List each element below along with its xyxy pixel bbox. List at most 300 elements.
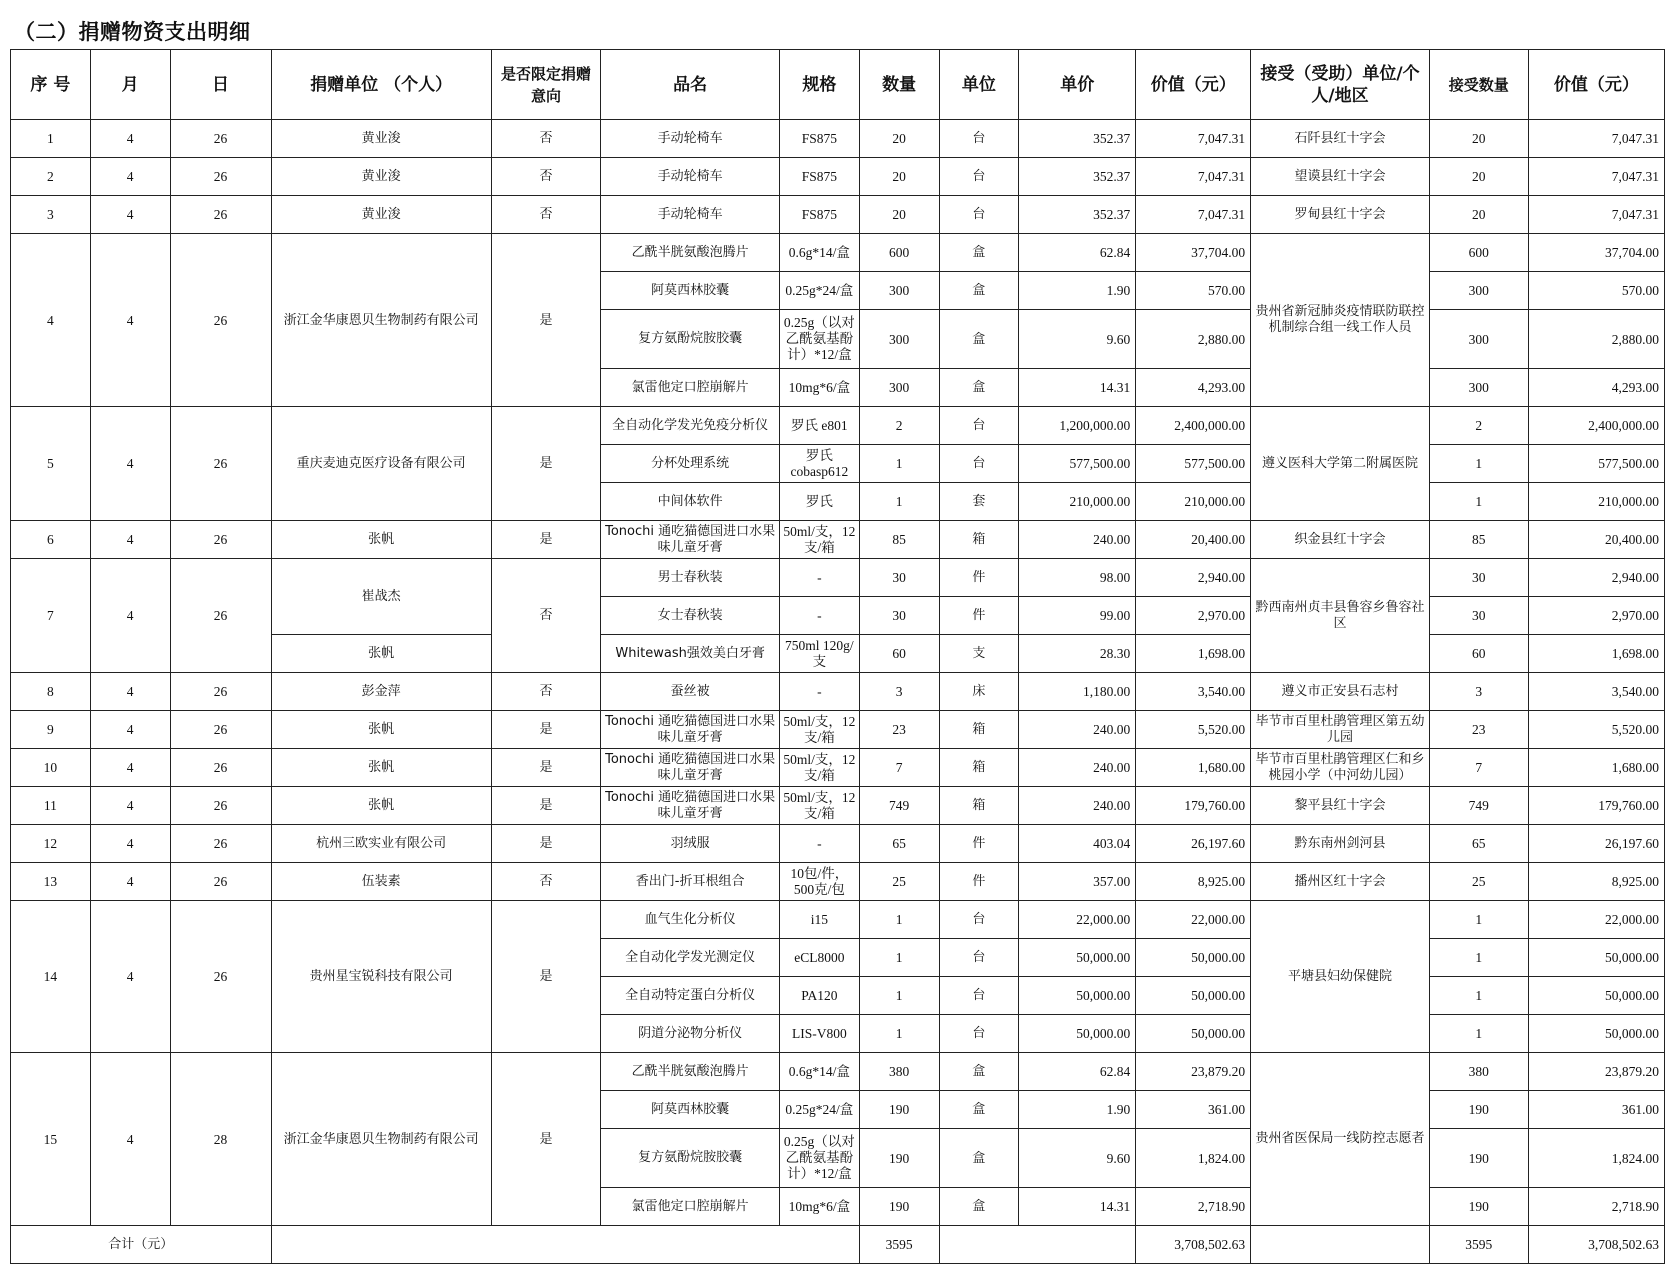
total-received-qty: 3595 [1429, 1226, 1528, 1264]
received-qty-cell: 300 [1429, 272, 1528, 310]
header-unit: 单位 [939, 50, 1019, 120]
item-name-cell: 羽绒服 [601, 825, 780, 863]
month-cell: 4 [90, 158, 170, 196]
recipient-cell: 黔东南州剑河县 [1251, 825, 1430, 863]
total-qty: 3595 [859, 1226, 939, 1264]
spec-cell: FS875 [779, 196, 859, 234]
month-cell: 4 [90, 1053, 170, 1226]
recipient-cell: 黎平县红十字会 [1251, 787, 1430, 825]
qty-cell: 380 [859, 1053, 939, 1091]
item-name-cell: 阴道分泌物分析仪 [601, 1015, 780, 1053]
day-cell: 26 [170, 711, 271, 749]
restricted-cell: 是 [491, 787, 601, 825]
day-cell: 26 [170, 559, 271, 673]
price-cell: 352.37 [1019, 196, 1136, 234]
item-name-cell: 血气生化分析仪 [601, 901, 780, 939]
qty-cell: 25 [859, 863, 939, 901]
received-qty-cell: 1 [1429, 445, 1528, 483]
unit-cell: 箱 [939, 749, 1019, 787]
donor-cell: 崔战杰 [271, 559, 491, 635]
table-row [11, 901, 1665, 939]
spec-cell: eCL8000 [779, 939, 859, 977]
restricted-cell: 是 [491, 234, 601, 407]
item-name-cell: Tonochi 通吃猫德国进口水果味儿童牙膏 [601, 711, 780, 749]
table-row [11, 120, 1665, 158]
price-cell: 240.00 [1019, 749, 1136, 787]
recipient-cell: 平塘县妇幼保健院 [1251, 901, 1430, 1053]
qty-cell: 30 [859, 559, 939, 597]
qty-cell: 60 [859, 635, 939, 673]
value-cell: 2,400,000.00 [1136, 407, 1251, 445]
received-qty-cell: 30 [1429, 559, 1528, 597]
seq-cell: 14 [11, 901, 91, 1053]
unit-cell: 盒 [939, 272, 1019, 310]
qty-cell: 7 [859, 749, 939, 787]
restricted-cell: 是 [491, 901, 601, 1053]
item-name-cell: 乙酰半胱氨酸泡腾片 [601, 234, 780, 272]
qty-cell: 300 [859, 310, 939, 369]
item-name-cell: 全自动化学发光免疫分析仪 [601, 407, 780, 445]
received-value-cell: 50,000.00 [1528, 977, 1664, 1015]
spec-cell: 0.25g（以对乙酰氨基酚计）*12/盒 [779, 310, 859, 369]
day-cell: 28 [170, 1053, 271, 1226]
item-name-cell: 手动轮椅车 [601, 120, 780, 158]
restricted-cell: 否 [491, 196, 601, 234]
donor-cell: 黄业浚 [271, 120, 491, 158]
received-value-cell: 20,400.00 [1528, 521, 1664, 559]
received-qty-cell: 85 [1429, 521, 1528, 559]
received-qty-cell: 380 [1429, 1053, 1528, 1091]
price-cell: 352.37 [1019, 120, 1136, 158]
qty-cell: 1 [859, 977, 939, 1015]
price-cell: 9.60 [1019, 1129, 1136, 1188]
restricted-cell: 否 [491, 158, 601, 196]
month-cell: 4 [90, 120, 170, 158]
spec-cell: i15 [779, 901, 859, 939]
spec-cell: 0.6g*14/盒 [779, 234, 859, 272]
month-cell: 4 [90, 521, 170, 559]
value-cell: 50,000.00 [1136, 1015, 1251, 1053]
received-qty-cell: 60 [1429, 635, 1528, 673]
item-name-cell: 阿莫西林胶囊 [601, 1091, 780, 1129]
received-qty-cell: 20 [1429, 196, 1528, 234]
item-name-cell: 氯雷他定口腔崩解片 [601, 369, 780, 407]
value-cell: 50,000.00 [1136, 977, 1251, 1015]
qty-cell: 85 [859, 521, 939, 559]
table-row [11, 234, 1665, 272]
item-name-cell: 男士春秋装 [601, 559, 780, 597]
header-donor: 捐赠单位 （个人） [271, 50, 491, 120]
price-cell: 352.37 [1019, 158, 1136, 196]
received-value-cell: 37,704.00 [1528, 234, 1664, 272]
day-cell: 26 [170, 863, 271, 901]
month-cell: 4 [90, 825, 170, 863]
received-qty-cell: 749 [1429, 787, 1528, 825]
restricted-cell: 是 [491, 1053, 601, 1226]
seq-cell: 8 [11, 673, 91, 711]
value-cell: 4,293.00 [1136, 369, 1251, 407]
donor-cell: 张帆 [271, 711, 491, 749]
seq-cell: 11 [11, 787, 91, 825]
received-qty-cell: 190 [1429, 1188, 1528, 1226]
received-qty-cell: 7 [1429, 749, 1528, 787]
day-cell: 26 [170, 825, 271, 863]
spec-cell: 50ml/支，12支/箱 [779, 749, 859, 787]
item-name-cell: 蚕丝被 [601, 673, 780, 711]
recipient-cell: 望谟县红十字会 [1251, 158, 1430, 196]
qty-cell: 300 [859, 369, 939, 407]
received-value-cell: 7,047.31 [1528, 120, 1664, 158]
spec-cell: - [779, 559, 859, 597]
item-name-cell: 复方氨酚烷胺胶囊 [601, 1129, 780, 1188]
header-seq: 序 号 [11, 50, 91, 120]
received-qty-cell: 1 [1429, 977, 1528, 1015]
qty-cell: 1 [859, 1015, 939, 1053]
month-cell: 4 [90, 234, 170, 407]
price-cell: 62.84 [1019, 234, 1136, 272]
unit-cell: 件 [939, 597, 1019, 635]
received-qty-cell: 190 [1429, 1091, 1528, 1129]
restricted-cell: 是 [491, 521, 601, 559]
seq-cell: 3 [11, 196, 91, 234]
received-value-cell: 179,760.00 [1528, 787, 1664, 825]
header-received-value: 价值（元） [1528, 50, 1664, 120]
value-cell: 22,000.00 [1136, 901, 1251, 939]
item-name-cell: 手动轮椅车 [601, 196, 780, 234]
donor-cell: 张帆 [271, 749, 491, 787]
price-cell: 98.00 [1019, 559, 1136, 597]
month-cell: 4 [90, 711, 170, 749]
seq-cell: 15 [11, 1053, 91, 1226]
table-row [11, 749, 1665, 787]
received-value-cell: 361.00 [1528, 1091, 1664, 1129]
unit-cell: 件 [939, 825, 1019, 863]
item-name-cell: Tonochi 通吃猫德国进口水果味儿童牙膏 [601, 749, 780, 787]
day-cell: 26 [170, 158, 271, 196]
total-empty [1251, 1226, 1430, 1264]
qty-cell: 23 [859, 711, 939, 749]
value-cell: 8,925.00 [1136, 863, 1251, 901]
value-cell: 7,047.31 [1136, 120, 1251, 158]
value-cell: 50,000.00 [1136, 939, 1251, 977]
item-name-cell: Tonochi 通吃猫德国进口水果味儿童牙膏 [601, 787, 780, 825]
recipient-cell: 遵义市正安县石志村 [1251, 673, 1430, 711]
qty-cell: 600 [859, 234, 939, 272]
unit-cell: 台 [939, 407, 1019, 445]
spec-cell: FS875 [779, 120, 859, 158]
value-cell: 361.00 [1136, 1091, 1251, 1129]
restricted-cell: 是 [491, 711, 601, 749]
received-value-cell: 210,000.00 [1528, 483, 1664, 521]
recipient-cell: 石阡县红十字会 [1251, 120, 1430, 158]
total-label: 合计（元） [11, 1226, 272, 1264]
received-value-cell: 50,000.00 [1528, 939, 1664, 977]
recipient-cell: 贵州省新冠肺炎疫情联防联控机制综合组一线工作人员 [1251, 234, 1430, 407]
donor-cell: 伍装素 [271, 863, 491, 901]
value-cell: 2,718.90 [1136, 1188, 1251, 1226]
item-name-cell: 香出门-折耳根组合 [601, 863, 780, 901]
value-cell: 20,400.00 [1136, 521, 1251, 559]
received-qty-cell: 1 [1429, 901, 1528, 939]
price-cell: 14.31 [1019, 1188, 1136, 1226]
month-cell: 4 [90, 407, 170, 521]
header-price: 单价 [1019, 50, 1136, 120]
received-qty-cell: 1 [1429, 1015, 1528, 1053]
received-qty-cell: 65 [1429, 825, 1528, 863]
table-row [11, 1053, 1665, 1091]
seq-cell: 6 [11, 521, 91, 559]
total-empty [939, 1226, 1136, 1264]
qty-cell: 30 [859, 597, 939, 635]
received-qty-cell: 1 [1429, 939, 1528, 977]
month-cell: 4 [90, 749, 170, 787]
unit-cell: 支 [939, 635, 1019, 673]
unit-cell: 台 [939, 977, 1019, 1015]
unit-cell: 台 [939, 158, 1019, 196]
received-qty-cell: 20 [1429, 158, 1528, 196]
value-cell: 1,680.00 [1136, 749, 1251, 787]
donor-cell: 浙江金华康恩贝生物制药有限公司 [271, 234, 491, 407]
price-cell: 577,500.00 [1019, 445, 1136, 483]
donation-table [10, 49, 1665, 1264]
received-qty-cell: 30 [1429, 597, 1528, 635]
unit-cell: 床 [939, 673, 1019, 711]
seq-cell: 12 [11, 825, 91, 863]
unit-cell: 盒 [939, 310, 1019, 369]
unit-cell: 件 [939, 863, 1019, 901]
month-cell: 4 [90, 673, 170, 711]
qty-cell: 20 [859, 196, 939, 234]
received-qty-cell: 20 [1429, 120, 1528, 158]
price-cell: 22,000.00 [1019, 901, 1136, 939]
received-qty-cell: 600 [1429, 234, 1528, 272]
price-cell: 50,000.00 [1019, 939, 1136, 977]
month-cell: 4 [90, 901, 170, 1053]
day-cell: 26 [170, 407, 271, 521]
spec-cell: FS875 [779, 158, 859, 196]
value-cell: 37,704.00 [1136, 234, 1251, 272]
value-cell: 2,880.00 [1136, 310, 1251, 369]
donor-cell: 贵州星宝锐科技有限公司 [271, 901, 491, 1053]
qty-cell: 20 [859, 158, 939, 196]
value-cell: 7,047.31 [1136, 158, 1251, 196]
price-cell: 50,000.00 [1019, 1015, 1136, 1053]
unit-cell: 台 [939, 445, 1019, 483]
spec-cell: 750ml 120g/支 [779, 635, 859, 673]
spec-cell: 0.6g*14/盒 [779, 1053, 859, 1091]
header-received-qty: 接受数量 [1429, 50, 1528, 120]
spec-cell: PA120 [779, 977, 859, 1015]
spec-cell: 50ml/支，12支/箱 [779, 711, 859, 749]
received-value-cell: 570.00 [1528, 272, 1664, 310]
spec-cell: 50ml/支，12支/箱 [779, 521, 859, 559]
item-name-cell: 分杯处理系统 [601, 445, 780, 483]
recipient-cell: 毕节市百里杜鹃管理区仁和乡桃园小学（中河幼儿园） [1251, 749, 1430, 787]
recipient-cell: 织金县红十字会 [1251, 521, 1430, 559]
received-qty-cell: 300 [1429, 310, 1528, 369]
unit-cell: 箱 [939, 521, 1019, 559]
month-cell: 4 [90, 196, 170, 234]
month-cell: 4 [90, 787, 170, 825]
price-cell: 14.31 [1019, 369, 1136, 407]
seq-cell: 13 [11, 863, 91, 901]
value-cell: 26,197.60 [1136, 825, 1251, 863]
table-row [11, 863, 1665, 901]
received-value-cell: 2,970.00 [1528, 597, 1664, 635]
unit-cell: 盒 [939, 1091, 1019, 1129]
received-value-cell: 2,940.00 [1528, 559, 1664, 597]
received-value-cell: 5,520.00 [1528, 711, 1664, 749]
header-month: 月 [90, 50, 170, 120]
price-cell: 240.00 [1019, 787, 1136, 825]
donor-cell: 张帆 [271, 635, 491, 673]
header-restricted: 是否限定捐赠意向 [491, 50, 601, 120]
price-cell: 1.90 [1019, 1091, 1136, 1129]
value-cell: 570.00 [1136, 272, 1251, 310]
seq-cell: 7 [11, 559, 91, 673]
received-value-cell: 4,293.00 [1528, 369, 1664, 407]
value-cell: 23,879.20 [1136, 1053, 1251, 1091]
spec-cell: LIS-V800 [779, 1015, 859, 1053]
received-value-cell: 3,540.00 [1528, 673, 1664, 711]
day-cell: 26 [170, 787, 271, 825]
received-value-cell: 26,197.60 [1528, 825, 1664, 863]
seq-cell: 9 [11, 711, 91, 749]
table-row [11, 825, 1665, 863]
price-cell: 403.04 [1019, 825, 1136, 863]
item-name-cell: 阿莫西林胶囊 [601, 272, 780, 310]
received-value-cell: 22,000.00 [1528, 901, 1664, 939]
donor-cell: 张帆 [271, 787, 491, 825]
value-cell: 1,824.00 [1136, 1129, 1251, 1188]
total-received-value: 3,708,502.63 [1528, 1226, 1664, 1264]
spec-cell: - [779, 597, 859, 635]
unit-cell: 件 [939, 559, 1019, 597]
unit-cell: 箱 [939, 711, 1019, 749]
value-cell: 5,520.00 [1136, 711, 1251, 749]
spec-cell: - [779, 825, 859, 863]
restricted-cell: 否 [491, 120, 601, 158]
value-cell: 1,698.00 [1136, 635, 1251, 673]
item-name-cell: 复方氨酚烷胺胶囊 [601, 310, 780, 369]
donor-cell: 黄业浚 [271, 158, 491, 196]
day-cell: 26 [170, 196, 271, 234]
value-cell: 3,540.00 [1136, 673, 1251, 711]
price-cell: 28.30 [1019, 635, 1136, 673]
day-cell: 26 [170, 749, 271, 787]
unit-cell: 套 [939, 483, 1019, 521]
price-cell: 50,000.00 [1019, 977, 1136, 1015]
month-cell: 4 [90, 559, 170, 673]
qty-cell: 190 [859, 1129, 939, 1188]
donor-cell: 重庆麦迪克医疗设备有限公司 [271, 407, 491, 521]
value-cell: 210,000.00 [1136, 483, 1251, 521]
spec-cell: 0.25g*24/盒 [779, 1091, 859, 1129]
received-value-cell: 23,879.20 [1528, 1053, 1664, 1091]
table-row [11, 559, 1665, 597]
received-qty-cell: 1 [1429, 483, 1528, 521]
unit-cell: 盒 [939, 234, 1019, 272]
item-name-cell: 氯雷他定口腔崩解片 [601, 1188, 780, 1226]
received-value-cell: 1,698.00 [1528, 635, 1664, 673]
received-value-cell: 7,047.31 [1528, 196, 1664, 234]
price-cell: 62.84 [1019, 1053, 1136, 1091]
received-qty-cell: 190 [1429, 1129, 1528, 1188]
price-cell: 1,180.00 [1019, 673, 1136, 711]
qty-cell: 190 [859, 1188, 939, 1226]
seq-cell: 4 [11, 234, 91, 407]
value-cell: 2,970.00 [1136, 597, 1251, 635]
qty-cell: 2 [859, 407, 939, 445]
day-cell: 26 [170, 901, 271, 1053]
recipient-cell: 播州区红十字会 [1251, 863, 1430, 901]
item-name-cell: 全自动特定蛋白分析仪 [601, 977, 780, 1015]
restricted-cell: 是 [491, 749, 601, 787]
unit-cell: 箱 [939, 787, 1019, 825]
qty-cell: 20 [859, 120, 939, 158]
table-row [11, 521, 1665, 559]
spec-cell: 10mg*6/盒 [779, 1188, 859, 1226]
spec-cell: 罗氏 cobasp612 [779, 445, 859, 483]
header-value: 价值（元） [1136, 50, 1251, 120]
table-row [11, 158, 1665, 196]
item-name-cell: Whitewash强效美白牙膏 [601, 635, 780, 673]
table-row [11, 673, 1665, 711]
qty-cell: 190 [859, 1091, 939, 1129]
item-name-cell: 女士春秋装 [601, 597, 780, 635]
item-name-cell: Tonochi 通吃猫德国进口水果味儿童牙膏 [601, 521, 780, 559]
price-cell: 1,200,000.00 [1019, 407, 1136, 445]
item-name-cell: 中间体软件 [601, 483, 780, 521]
spec-cell: - [779, 673, 859, 711]
day-cell: 26 [170, 234, 271, 407]
received-qty-cell: 3 [1429, 673, 1528, 711]
received-qty-cell: 25 [1429, 863, 1528, 901]
qty-cell: 300 [859, 272, 939, 310]
qty-cell: 1 [859, 939, 939, 977]
table-row [11, 711, 1665, 749]
donor-cell: 张帆 [271, 521, 491, 559]
restricted-cell: 是 [491, 825, 601, 863]
recipient-cell: 贵州省医保局一线防控志愿者 [1251, 1053, 1430, 1226]
price-cell: 210,000.00 [1019, 483, 1136, 521]
unit-cell: 盒 [939, 1188, 1019, 1226]
table-row [11, 407, 1665, 445]
unit-cell: 台 [939, 1015, 1019, 1053]
spec-cell: 罗氏 e801 [779, 407, 859, 445]
qty-cell: 1 [859, 483, 939, 521]
page-title: （二）捐赠物资支出明细 [14, 20, 251, 44]
qty-cell: 3 [859, 673, 939, 711]
price-cell: 9.60 [1019, 310, 1136, 369]
received-qty-cell: 300 [1429, 369, 1528, 407]
unit-cell: 台 [939, 196, 1019, 234]
price-cell: 1.90 [1019, 272, 1136, 310]
table-row [11, 787, 1665, 825]
restricted-cell: 否 [491, 673, 601, 711]
price-cell: 357.00 [1019, 863, 1136, 901]
spec-cell: 50ml/支，12支/箱 [779, 787, 859, 825]
item-name-cell: 全自动化学发光测定仪 [601, 939, 780, 977]
header-row [11, 50, 1665, 120]
month-cell: 4 [90, 863, 170, 901]
header-qty: 数量 [859, 50, 939, 120]
unit-cell: 台 [939, 120, 1019, 158]
qty-cell: 1 [859, 445, 939, 483]
table-row [11, 196, 1665, 234]
received-value-cell: 2,718.90 [1528, 1188, 1664, 1226]
unit-cell: 台 [939, 939, 1019, 977]
